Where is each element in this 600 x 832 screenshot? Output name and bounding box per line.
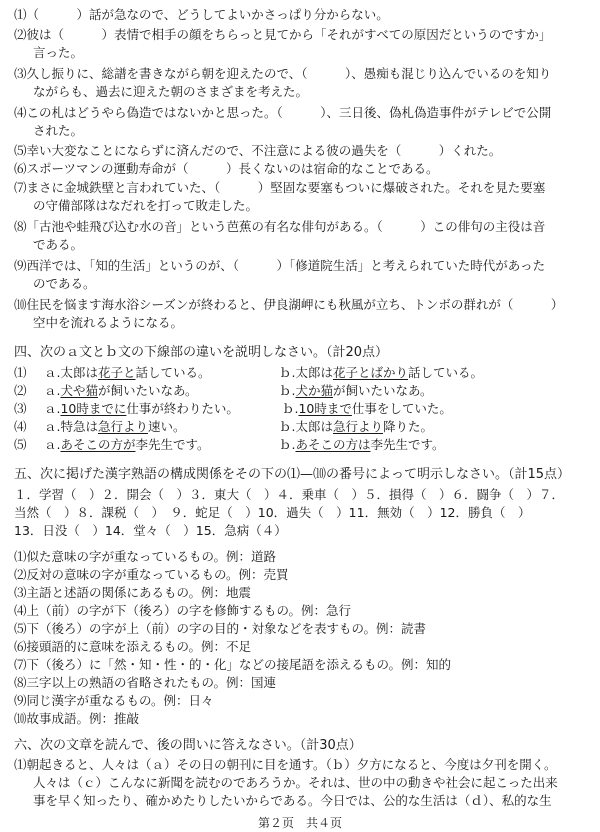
- type-item: ⑹接頭語的に意味を添えるもの。例：不足: [14, 639, 252, 654]
- underlined-part: 10時までに: [60, 401, 127, 416]
- underlined-part: 犬や猫: [60, 383, 98, 398]
- underlined-part: 花子とばかり: [332, 365, 408, 380]
- question-line: ⑷この札はどうやら偽造ではないかと思った。（ ）、三日後、偽札偽造事件がテレビで公開: [14, 105, 552, 120]
- section-heading: 六、次の文章を読んで、後の問いに答えなさい。（計30点）: [14, 738, 362, 753]
- question-line: ⑼西洋では、「知的生活」というのが、（ ）「修道院生活」と考えられていた時代があった: [14, 258, 546, 273]
- question-line: のである。: [33, 276, 96, 291]
- sentence-b: ｂ.太郎は花子とばかり話している。: [279, 365, 484, 380]
- sentence-a: ａ.特急は急行より速い。: [44, 419, 186, 434]
- sentence-a: ａ.太郎は花子と話している。: [44, 365, 211, 380]
- pair-number: ⑸: [14, 437, 27, 452]
- type-item: ⑸下（後ろ）の字が上（前）の字の目的・対象などを表すもの。例：読書: [14, 621, 427, 636]
- passage-line: ⑴朝起きると、人々は（ａ）その日の朝刊に目を通す。（ｂ）夕方になると、今度は夕刊を開く。: [14, 757, 557, 772]
- pair-row: [14, 400, 592, 418]
- passage-line: 事を早く知ったり、確かめたりしたいからである。今日では、公的な生活は（ｄ）、私的な生: [33, 793, 552, 808]
- pair-row: [14, 382, 592, 400]
- type-item: ⑼同じ漢字が重なるもの。例：日々: [14, 693, 214, 708]
- type-item: ⑶主語と述語の関係にあるもの。例：地震: [14, 585, 252, 600]
- pair-row: [14, 418, 592, 436]
- type-item: ⑺下（後ろ）に「然・知・性・的・化」などの接尾語を添えるもの。例：知的: [14, 657, 452, 672]
- question-line: ⑹スポーツマンの運動寿命が（ ）長くないのは宿命的なことである。: [14, 161, 439, 176]
- sentence-b: ｂ.太郎は急行より降りた。: [279, 419, 434, 434]
- underlined-part: 急行より: [332, 419, 383, 434]
- word-list-line: 13．日没（ ）14．堂々（ ）15．急病（４）: [14, 523, 287, 538]
- question-line: ⑽住民を悩ます海水浴シーズンが終わると、伊良湖岬にも秋風が立ち、トンボの群れが（ ）: [14, 297, 564, 312]
- sentence-b: ｂ.10時まで仕事をしていた。: [282, 401, 452, 416]
- word-list-line: 当然（ ）８．課税（ ） ９．蛇足（ ）10．過失（ ）11．無効（ ）12．勝負（ ）: [14, 505, 531, 520]
- type-item: ⑴似た意味の字が重なっているもの。例：道路: [14, 549, 277, 564]
- section-heading: 四、次のａ文とｂ文の下線部の違いを説明しなさい。（計20点）: [14, 345, 389, 360]
- pair-row: [14, 436, 592, 454]
- underlined-part: 花子と: [97, 365, 136, 380]
- underlined-part: あそこの方が: [60, 437, 136, 452]
- passage-line: 人々は（ｃ）こんなに新聞を読むのであろうか。それは、世の中の動きや社会に起こった出来: [33, 775, 558, 790]
- sentence-b: ｂ.犬か猫が飼いたいなあ。: [279, 383, 433, 398]
- question-line: の守備部隊はなだれを打って敗走した。: [33, 198, 259, 213]
- type-item: ⑻三字以上の熟語の省略されたもの。例：国連: [14, 675, 277, 690]
- type-item: ⑽故事成語。例：推敲: [14, 711, 140, 726]
- underlined-part: 急行より: [97, 419, 148, 434]
- section-heading: 五、次に掲げた漢字熟語の構成関係をその下の⑴—⑽の番号によって明示しなさい。（計15点）: [14, 467, 571, 482]
- question-line: ⑶久し振りに、総譜を書きながら朝を迎えたので、（ ）、愚痴も混じり込んでいるのを知り: [14, 66, 552, 81]
- pair-number: ⑴: [14, 365, 27, 380]
- question-line: である。: [33, 237, 84, 252]
- underlined-part: あそこの方は: [295, 437, 371, 452]
- question-line: ⑻「古池や蛙飛び込む水の音」という芭蕉の有名な俳句がある。（ ）この俳句の主役は音: [14, 219, 546, 234]
- question-line: ⑸幸い大変なことにならずに済んだので、不注意による彼の過失を（ ）くれた。: [14, 143, 502, 158]
- question-line: ⑺まさに金城鉄壁と言われていた、（ ）堅固な要塞もついに爆破された。それを見た要塞: [14, 180, 546, 195]
- sentence-a: ａ.あそこの方が李先生です。: [44, 437, 210, 452]
- underlined-part: 犬か猫: [295, 383, 333, 398]
- question-line: ⑵彼は（ ）表情で相手の顔をちらっと見てから「それがすべての原因だというのですか」: [14, 27, 552, 42]
- sentence-b: ｂ.あそこの方は李先生です。: [279, 437, 445, 452]
- pair-row: [14, 364, 592, 382]
- question-line: 言った。: [33, 45, 84, 60]
- sentence-a: ａ.10時までに仕事が終わりたい。: [44, 401, 239, 416]
- question-line: された。: [33, 123, 84, 138]
- pair-number: ⑷: [14, 419, 27, 434]
- type-item: ⑷上（前）の字が下（後ろ）の字を修飾するもの。例：急行: [14, 603, 352, 618]
- question-line: ながらも、過去に迎えた朝のさまざまを考えた。: [33, 84, 309, 99]
- underlined-part: 10時まで: [298, 401, 352, 416]
- pair-number: ⑵: [14, 383, 27, 398]
- type-item: ⑵反対の意味の字が重なっているもの。例：売買: [14, 567, 289, 582]
- page-footer: 第２页 共４页: [257, 816, 342, 830]
- pair-number: ⑶: [14, 401, 27, 416]
- question-line: ⑴（ ）話が急なので、どうしてよいかさっぱり分からない。: [14, 7, 389, 22]
- sentence-a: ａ.犬や猫が飼いたいなあ。: [44, 383, 198, 398]
- question-line: 空中を流れるようになる。: [33, 315, 184, 330]
- word-list-line: １．学習（ ）２．開会（ ）３．東大（ ）４．乗車（ ）５．損得（ ）６．闘争（ ）７．: [14, 487, 565, 502]
